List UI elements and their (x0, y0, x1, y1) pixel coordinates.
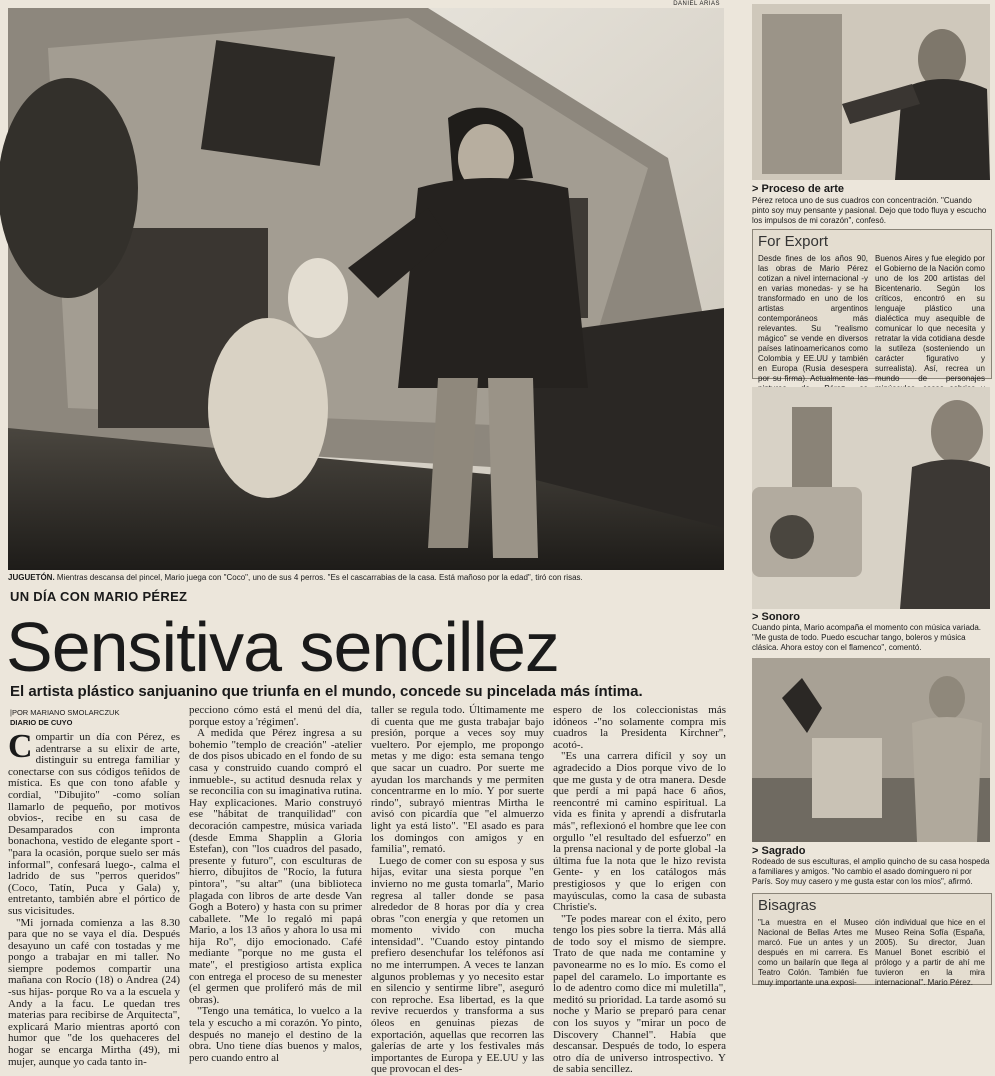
bisagras-col-1: "La muestra en el Museo Nacional de Bellas Artes me marcó. Fue un antes y un después en mi carrera. Es como un bailarín que llega al Teatro Colón. También fue muy importante una exposi- (758, 918, 868, 987)
caption-text: Mientras descansa del pincel, Mario juega con "Coco", uno de sus 4 perros. "Es el cascarrabias de la casa. Está mañoso por la edad", tiró con risas. (56, 573, 583, 582)
sonoro-photo (752, 387, 990, 609)
col1-paragraph: "Mi jornada comienza a las 8.30 para que no se vaya el día. Después desayuno un café con tostadas y me pongo a trabajar en mi taller. No siempre podemos compartir una mañana con Rocío (18) o Andrea (24) -sus hijas- porque Ro va a la escuela y Andy a la facu. Le quedan tres materias para recibirse de Arquitecta", explicará Mario mientras aportó con humor que "de los quehaceres del hogar se encarga Mirtha (49), mi mujer, aunque yo cada tanto in- (8, 916, 180, 1068)
dropcap: C (8, 728, 33, 765)
main-photo-caption (8, 573, 724, 583)
byline-author: |POR MARIANO SMOLARCZUK (10, 708, 120, 717)
article-byline (10, 708, 180, 728)
byline-outlet: DIARIO DE CUYO (10, 718, 73, 727)
article-headline: Sensitiva sencillez (6, 608, 559, 686)
col2-paragraph: A medida que Pérez ingresa a su bohemio "templo de creación" -atelier de dos pisos ubicado en el fondo de su casa y construido cuando compró el inmueble-, su actitud desnuda relax y se reconcilia con su imaginativa rutina. Hay explicaciones. Mario construyó ese "hábitat de tranquilidad" con decoración campestre, música variada (desde Emma Shapplin a Gloria Estefan), con "los cuadros del pasado, presente y futuro", con esculturas de hierro, dibujitos de "Rocío, la futura pintora", "su altar" (una biblioteca plagada con libros de arte desde Van Gogh a Botero) y hasta con su primer caballete. "Me lo regaló mi papá Mario, a los 13 años y ahora lo usa mi hija Ro", dijo emocionado. Café mediante "porque no me gusta el mate", el prestigioso artista explica con entrega el proceso de su menester (el germen que proliferó más de mil obras). (189, 727, 362, 1006)
main-photo-illustration (8, 8, 724, 570)
article-column-3 (371, 704, 544, 1076)
col4-paragraph: "Es una carrera difícil y soy un agradecido a Dios porque vivo de lo que me gusta y de otra manera. Desde que perdí a mi papá hace 6 años, reencontré mi camino espiritual. La vida es finita y aprendí a disfrutarla más", reflexionó el hombre que lee con orgullo "el resultado del esfuerzo" en la prensa nacional y de porte global -la última fue la nota que le hizo revista Gente- y en los catálogos más prestigiosos y que lo erigen con mayúsculas, como la casa de subasta Christie's. (553, 750, 726, 914)
main-photo (8, 1, 724, 570)
col3-paragraph: Luego de comer con su esposa y sus hijas, evitar una siesta porque "en invierno no me gusta tomarla", Mario regresa al taller donde se pasa alrededor de 8 horas por día y crea obras "con energía y que retomen un momento vivido con mucha intensidad". "Cuando estoy pintando prefiero desenchufar los teléfonos así no me interrumpen. A veces te lanzan algunos problemas y yo necesito estar en silencio y sentirme libre", aseguró con reproche. Esa libertad, es la que revive recuerdos y transforma a sus óleos en genuinas piezas de exportación, aquellas que recorren las galerías de arte y los festivales más importantes de Europa y EE.UU y las que provocan el des- (371, 854, 544, 1076)
for-export-col-2: Buenos Aires y fue elegido por el Gobierno de la Nación como uno de los 200 artistas del Bicentenario. Según los críticos, encontró en su lenguaje plástico una dialéctica muy asequible de comunicar lo que necesita y retratar la vida cotidiana desde la sutileza (sosteniendo un carácter figurativo y surrealista). Así, recrea un mundo de personajes (875, 254, 985, 383)
bisagras-col-2: ción individual que hice en el Museo Reina Sofía (España, 2005). Su director, Juan Manuel Bonet escribió el prólogo y a partir de ahí me tuvieron en la mira internacional". Mario Pérez. (875, 918, 985, 987)
col1-paragraph: ompartir un día con Pérez, es adentrarse a su elixir de arte, distinguir su entrega familiar y conectarse con sus códigos teñidos de mística. Es que con tono afable y cordial, "Dibujito" -como solían llamarlo de pequeño, por motivos obvios-, recibe en su casa de Desamparados con impronta bonachona, vestido de elegante sport -"para la ocasión, porque suelo ser más informal", confesará luego-, calma el ladrido de sus "perros queridos" (Coco, Tatín, Puca y Gala) y, entretanto, también abre el pórtico de sus vicisitudes. (8, 731, 180, 917)
col4-paragraph: espero de los coleccionistas más idóneos -"no solamente compra mis cuadros la Presidenta Kirchner", acotó-. (553, 704, 726, 751)
caption-label: JUGUETÓN. (8, 573, 55, 582)
for-export-col-1: Desde fines de los años 90, las obras de Mario Pérez cotizan a nivel internacional -y en varias monedas- y se ha transformado en uno de los artistas argentinos contemporáneos más relevantes. Su "realismo mágico" se vende en diversos países latinoamericanos como Colombia y EE.UU y también en Europa (Rusia desespera por su firma). Actualmente las (758, 254, 868, 383)
col2-paragraph: "Tengo una temática, lo vuelco a la tela y escucho a mi corazón. Yo pinto, después no manejo el destino de la obra. Uno tiene días buenos y malos, pero cuando entro al (189, 1005, 362, 1064)
for-export-title: For Export (758, 233, 829, 250)
article-deck: El artista plástico sanjuanino que triunfa en el mundo, concede su pincelada más íntima. (10, 683, 643, 700)
for-export-box (752, 229, 992, 383)
proceso-photo-illustration (752, 4, 990, 180)
bisagras-title: Bisagras (758, 897, 817, 914)
article-column-2 (189, 704, 362, 1064)
sagrado-title: > Sagrado (752, 845, 806, 857)
col2-paragraph: pecciono cómo está el menú del día, porque estoy a 'régimen'. (189, 704, 362, 728)
article-column-4 (553, 704, 726, 1076)
sagrado-caption: Rodeado de sus esculturas, el amplio quincho de su casa hospeda a familiares y amigos. "No cambio el asado dominguero ni por París. Soy muy casero y me gusta estar con los míos", afirmó. (752, 857, 990, 886)
sagrado-photo-illustration (752, 658, 990, 842)
photo-credit: DANIEL ARIAS (673, 1, 720, 7)
sonoro-caption: Cuando pinta, Mario acompaña el momento con música variada. "Me gusta de todo. Puedo escuchar tango, boleros y música clásica. Ahora estoy con el flamenco", comentó. (752, 623, 982, 652)
bisagras-box (752, 893, 992, 985)
col3-paragraph: taller se regula todo. Últimamente me di cuenta que me gusta trabajar bajo presión, porque a veces soy muy vueltero. Por ejemplo, me propongo metas y me digo: esta semana tengo que sacar un cuadro. Por suerte me ayudan los marchands y me permiten concentrarme en lo mío. Y por suerte rindo", subrayó mientras Mirtha le avisó con picardía que "el almuerzo light ya está listo". "El asado es para los domingos con amigos y en familia", remató. (371, 704, 544, 856)
proceso-title: > Proceso de arte (752, 183, 845, 195)
sonoro-photo-illustration (752, 387, 990, 609)
article-kicker: UN DÍA CON MARIO PÉREZ (10, 589, 188, 604)
col4-paragraph: "Te podes marear con el éxito, pero tengo los pies sobre la tierra. Más allá de todo soy el mismo de siempre. Trato de que nada me contamine y pavonearme no es lo mío. Es como el papel del caramelo. Lo importante es lo de adentro como dice mi muletilla", meditó su prioridad. La tarde asomó su noche y Mario se preparó para cenar con los suyos y "mirar un poco de Discovery Channel". Había que descansar. Después de todo, lo espera otro día de universo introspectivo. Y de sabia sencillez. (553, 912, 726, 1076)
proceso-photo (752, 4, 990, 180)
proceso-caption: Pérez retoca uno de sus cuadros con concentración. "Cuando pinto soy muy pensante y pasional. Dejo que todo fluya y escucho los impulsos de mi corazón", confesó. (752, 196, 987, 225)
sonoro-title: > Sonoro (752, 611, 800, 623)
article-column-1 (8, 728, 180, 1068)
sagrado-photo (752, 658, 990, 842)
